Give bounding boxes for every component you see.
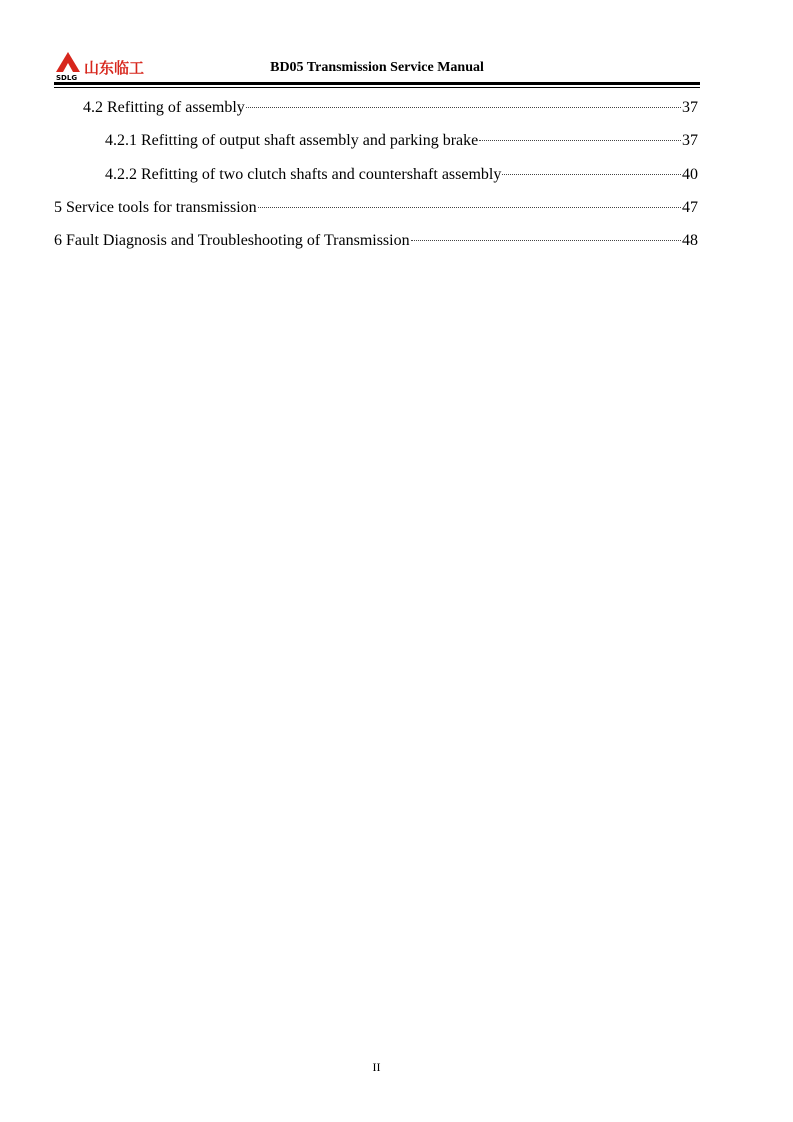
toc-entry-page: 40 bbox=[682, 165, 698, 183]
toc-entry-title: 4.2.1 Refitting of output shaft assembly and parking brake bbox=[105, 132, 479, 150]
toc-entry[interactable] bbox=[54, 97, 698, 130]
toc-entry-title: 6 Fault Diagnosis and Troubleshooting of Transmission bbox=[54, 232, 410, 250]
toc-entry[interactable] bbox=[54, 230, 698, 263]
toc-dot-leader bbox=[258, 207, 681, 208]
header-rule-thick bbox=[54, 82, 700, 85]
toc-entry-page: 47 bbox=[682, 198, 698, 216]
toc-entry[interactable] bbox=[54, 197, 698, 230]
toc-entry-page: 37 bbox=[682, 99, 698, 116]
svg-text:山东临工: 山东临工 bbox=[84, 59, 145, 77]
toc-dot-leader bbox=[411, 240, 681, 241]
toc-entry-title: 4.2 Refitting of assembly bbox=[83, 99, 245, 116]
document-title: BD05 Transmission Service Manual bbox=[270, 60, 484, 75]
toc-entry[interactable] bbox=[54, 164, 698, 197]
sdlg-logo bbox=[54, 50, 164, 82]
toc-entry-page: 37 bbox=[682, 132, 698, 150]
toc-entry-title: 5 Service tools for transmission bbox=[54, 198, 257, 216]
svg-text:SDLG: SDLG bbox=[56, 74, 78, 82]
table-of-contents bbox=[54, 97, 698, 263]
toc-dot-leader bbox=[246, 107, 681, 108]
toc-dot-leader bbox=[502, 174, 681, 175]
toc-entry-page: 48 bbox=[682, 232, 698, 250]
toc-entry-title: 4.2.2 Refitting of two clutch shafts and countershaft assembly bbox=[105, 165, 502, 183]
toc-dot-leader bbox=[479, 140, 681, 141]
toc-entry[interactable] bbox=[54, 130, 698, 163]
page-header bbox=[54, 50, 700, 86]
header-rule-thin bbox=[54, 87, 700, 88]
page-number: II bbox=[372, 1060, 381, 1074]
